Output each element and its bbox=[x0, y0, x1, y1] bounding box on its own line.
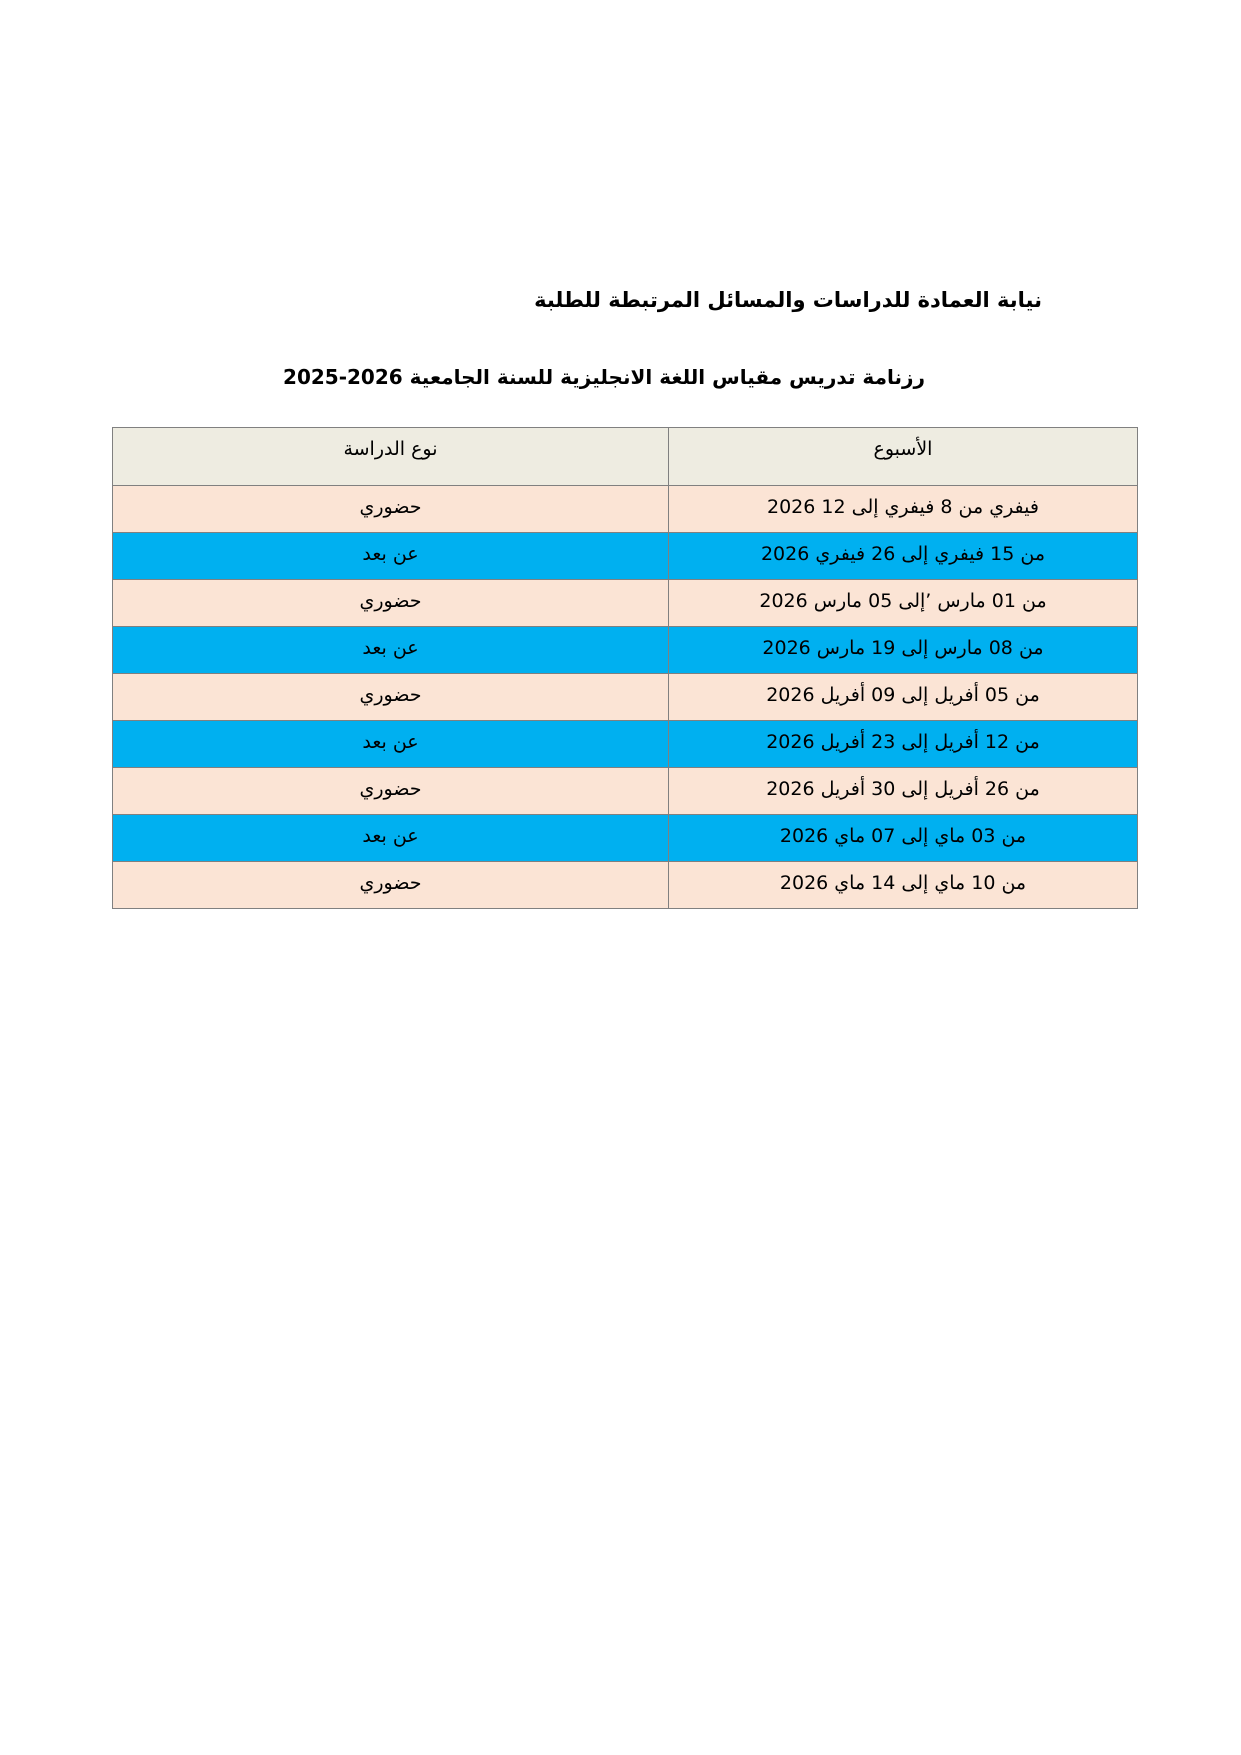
schedule-title: رزنامة تدريس مقياس اللغة الانجليزية للسنة الجامعية 2026-2025 bbox=[283, 365, 925, 389]
week-cell: من 15 فيفري إلى 26 فيفري 2026 bbox=[669, 533, 1138, 580]
week-cell: من 08 مارس إلى 19 مارس 2026 bbox=[669, 627, 1138, 674]
schedule-table bbox=[112, 427, 1138, 909]
table-header-row bbox=[113, 428, 1138, 486]
week-cell: من 05 أفريل إلى 09 أفريل 2026 bbox=[669, 674, 1138, 721]
study-type-cell: حضوري bbox=[113, 486, 669, 533]
table-row bbox=[113, 580, 1138, 627]
study-type-cell: عن بعد bbox=[113, 533, 669, 580]
study-type-cell: عن بعد bbox=[113, 627, 669, 674]
study-type-cell: حضوري bbox=[113, 580, 669, 627]
study-type-cell: عن بعد bbox=[113, 721, 669, 768]
table-row bbox=[113, 862, 1138, 909]
week-cell: فيفري من 8 فيفري إلى 12 2026 bbox=[669, 486, 1138, 533]
table-row bbox=[113, 486, 1138, 533]
study-type-cell: عن بعد bbox=[113, 815, 669, 862]
week-cell: من 03 ماي إلى 07 ماي 2026 bbox=[669, 815, 1138, 862]
study-type-cell: حضوري bbox=[113, 674, 669, 721]
week-cell: من 12 أفريل إلى 23 أفريل 2026 bbox=[669, 721, 1138, 768]
table-row bbox=[113, 721, 1138, 768]
column-header-study-type: نوع الدراسة bbox=[113, 428, 669, 486]
study-type-cell: حضوري bbox=[113, 862, 669, 909]
study-type-cell: حضوري bbox=[113, 768, 669, 815]
table-row bbox=[113, 627, 1138, 674]
column-header-week: الأسبوع bbox=[669, 428, 1138, 486]
table-row bbox=[113, 674, 1138, 721]
table-row bbox=[113, 768, 1138, 815]
week-cell: من 10 ماي إلى 14 ماي 2026 bbox=[669, 862, 1138, 909]
table-row bbox=[113, 533, 1138, 580]
week-cell: من 26 أفريل إلى 30 أفريل 2026 bbox=[669, 768, 1138, 815]
office-heading: نيابة العمادة للدراسات والمسائل المرتبطة للطلبة bbox=[534, 288, 1042, 312]
week-cell: من 01 مارس ’إلى 05 مارس 2026 bbox=[669, 580, 1138, 627]
table-row bbox=[113, 815, 1138, 862]
